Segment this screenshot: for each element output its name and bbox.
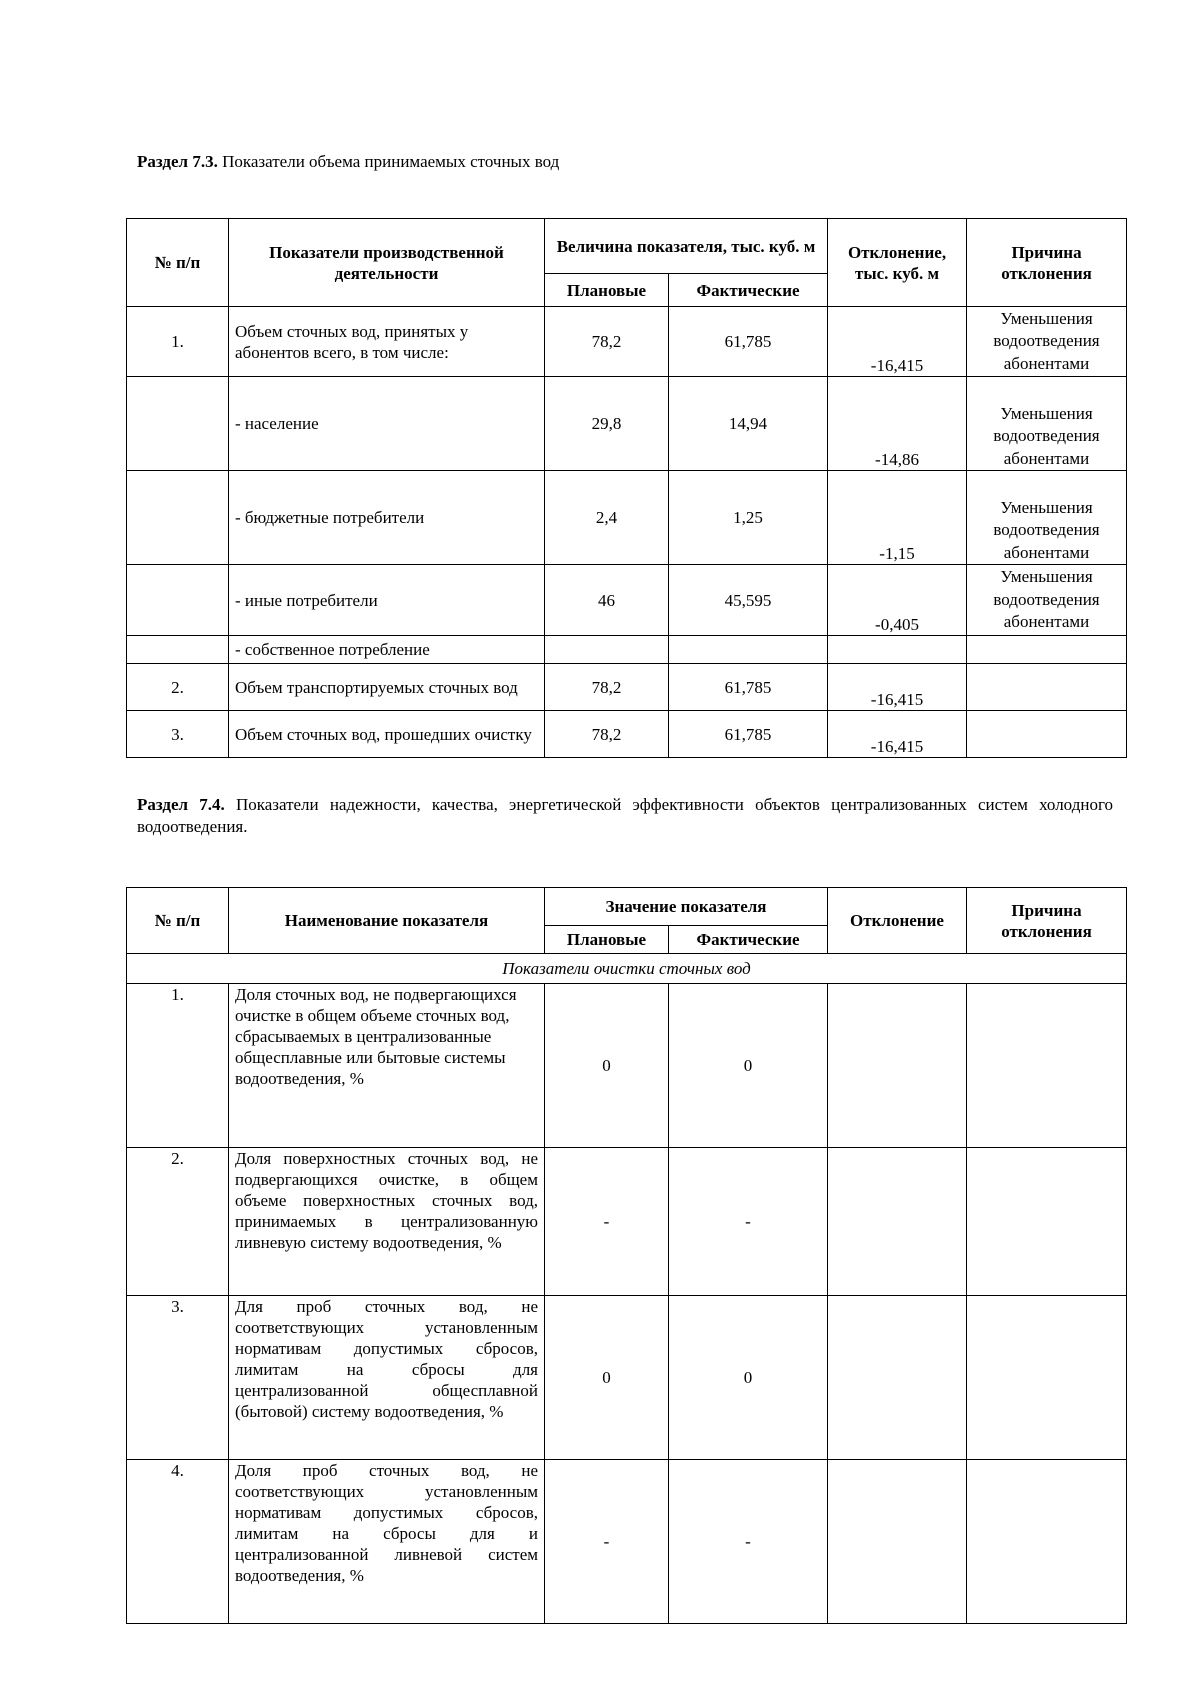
- row-deviation: [828, 636, 967, 664]
- row-actual: -: [669, 1148, 828, 1296]
- header-num: № п/п: [127, 219, 229, 307]
- row-deviation: [828, 1148, 967, 1296]
- row-num: 1.: [127, 984, 229, 1148]
- row-reason: Уменьшения водоотведения абонентами: [967, 377, 1127, 471]
- row-deviation: [828, 1296, 967, 1460]
- row-actual: -: [669, 1460, 828, 1624]
- row-deviation: -16,415: [828, 307, 967, 377]
- header-value: Величина показателя, тыс. куб. м: [545, 219, 828, 274]
- row-num: 1.: [127, 307, 229, 377]
- row-reason: [967, 636, 1127, 664]
- row-planned: 0: [545, 1296, 669, 1460]
- section-7-3-title: [137, 151, 1097, 173]
- row-name: Доля поверхностных сточных вод, не подвергающихся очистке, в общем объеме поверхностных сточных вод, принимаемых в централизованную ливневую систему водоотведения, %: [229, 1148, 545, 1296]
- table-row: [127, 664, 1127, 711]
- header-reason: Причина отклонения: [967, 219, 1127, 307]
- row-name: Доля проб сточных вод, не соответствующих установленным нормативам допустимых сбросов, лимитам на сбросы для и централизованной ливневой систем водоотведения, %: [229, 1460, 545, 1624]
- header-planned: Плановые: [545, 926, 669, 954]
- row-reason: [967, 1148, 1127, 1296]
- table-row: [127, 471, 1127, 565]
- header-actual: Фактические: [669, 274, 828, 307]
- table-row: [127, 711, 1127, 758]
- row-num: [127, 636, 229, 664]
- row-deviation: [828, 1460, 967, 1624]
- row-reason: [967, 664, 1127, 711]
- row-actual: 61,785: [669, 711, 828, 758]
- table-row: [127, 377, 1127, 471]
- table-row: [127, 307, 1127, 377]
- row-name: - иные потребители: [229, 565, 545, 636]
- row-deviation: -1,15: [828, 471, 967, 565]
- header-indicator: Показатели производственной деятельности: [229, 219, 545, 307]
- row-planned: 0: [545, 984, 669, 1148]
- header-actual: Фактические: [669, 926, 828, 954]
- row-name: Объем транспортируемых сточных вод: [229, 664, 545, 711]
- row-num: [127, 565, 229, 636]
- row-reason: [967, 711, 1127, 758]
- row-planned: -: [545, 1148, 669, 1296]
- row-planned: -: [545, 1460, 669, 1624]
- header-indicator: Наименование показателя: [229, 888, 545, 954]
- row-planned: [545, 636, 669, 664]
- section-7-4-number: Раздел 7.4.: [137, 795, 225, 814]
- row-reason: [967, 1460, 1127, 1624]
- row-reason: [967, 984, 1127, 1148]
- row-num: 3.: [127, 1296, 229, 1460]
- row-actual: 61,785: [669, 307, 828, 377]
- header-num: № п/п: [127, 888, 229, 954]
- table-row: [127, 1460, 1127, 1624]
- header-value: Значение показателя: [545, 888, 828, 926]
- row-name: Доля сточных вод, не подвергающихся очистке в общем объеме сточных вод, сбрасываемых в централизованные общесплавные или бытовые системы водоотведения, %: [229, 984, 545, 1148]
- row-actual: 14,94: [669, 377, 828, 471]
- row-actual: 45,595: [669, 565, 828, 636]
- section-7-4-caption: Показатели надежности, качества, энергетической эффективности объектов централизованных систем холодного водоотведения.: [137, 795, 1113, 836]
- row-actual: 1,25: [669, 471, 828, 565]
- row-deviation: -16,415: [828, 711, 967, 758]
- row-deviation: -0,405: [828, 565, 967, 636]
- header-deviation: Отклонение: [828, 888, 967, 954]
- row-name: Объем сточных вод, прошедших очистку: [229, 711, 545, 758]
- row-planned: 46: [545, 565, 669, 636]
- row-reason: Уменьшения водоотведения абонентами: [967, 307, 1127, 377]
- row-reason: Уменьшения водоотведения абонентами: [967, 471, 1127, 565]
- row-planned: 78,2: [545, 664, 669, 711]
- row-name: - бюджетные потребители: [229, 471, 545, 565]
- row-actual: [669, 636, 828, 664]
- row-deviation: -16,415: [828, 664, 967, 711]
- row-actual: 0: [669, 1296, 828, 1460]
- row-num: 2.: [127, 664, 229, 711]
- row-num: 4.: [127, 1460, 229, 1624]
- row-num: [127, 471, 229, 565]
- row-planned: 78,2: [545, 307, 669, 377]
- table-row: [127, 1296, 1127, 1460]
- row-reason: [967, 1296, 1127, 1460]
- row-name: - население: [229, 377, 545, 471]
- row-deviation: [828, 984, 967, 1148]
- section-7-3-number: Раздел 7.3.: [137, 152, 218, 171]
- row-reason: Уменьшения водоотведения абонентами: [967, 565, 1127, 636]
- row-name: Объем сточных вод, принятых у абонентов всего, в том числе:: [229, 307, 545, 377]
- row-planned: 78,2: [545, 711, 669, 758]
- header-deviation: Отклонение, тыс. куб. м: [828, 219, 967, 307]
- row-name: Для проб сточных вод, не соответствующих установленным нормативам допустимых сбросов, лимитам на сбросы для централизованной общесплавной (бытовой) систему водоотведения, %: [229, 1296, 545, 1460]
- header-reason: Причина отклонения: [967, 888, 1127, 954]
- row-num: 2.: [127, 1148, 229, 1296]
- table-row: [127, 1148, 1127, 1296]
- row-name: - собственное потребление: [229, 636, 545, 664]
- row-num: [127, 377, 229, 471]
- section-7-3-caption: Показатели объема принимаемых сточных вод: [217, 152, 560, 171]
- header-planned: Плановые: [545, 274, 669, 307]
- table-row: [127, 565, 1127, 636]
- table-row: [127, 984, 1127, 1148]
- row-actual: 61,785: [669, 664, 828, 711]
- row-planned: 2,4: [545, 471, 669, 565]
- row-deviation: -14,86: [828, 377, 967, 471]
- section-7-4-title: [137, 794, 1113, 838]
- table-row: [127, 636, 1127, 664]
- row-actual: 0: [669, 984, 828, 1148]
- row-planned: 29,8: [545, 377, 669, 471]
- row-num: 3.: [127, 711, 229, 758]
- table-wastewater-volume: [126, 218, 1127, 758]
- table-reliability-quality: [126, 887, 1127, 1624]
- subheader-wastewater-treatment: Показатели очистки сточных вод: [127, 954, 1127, 984]
